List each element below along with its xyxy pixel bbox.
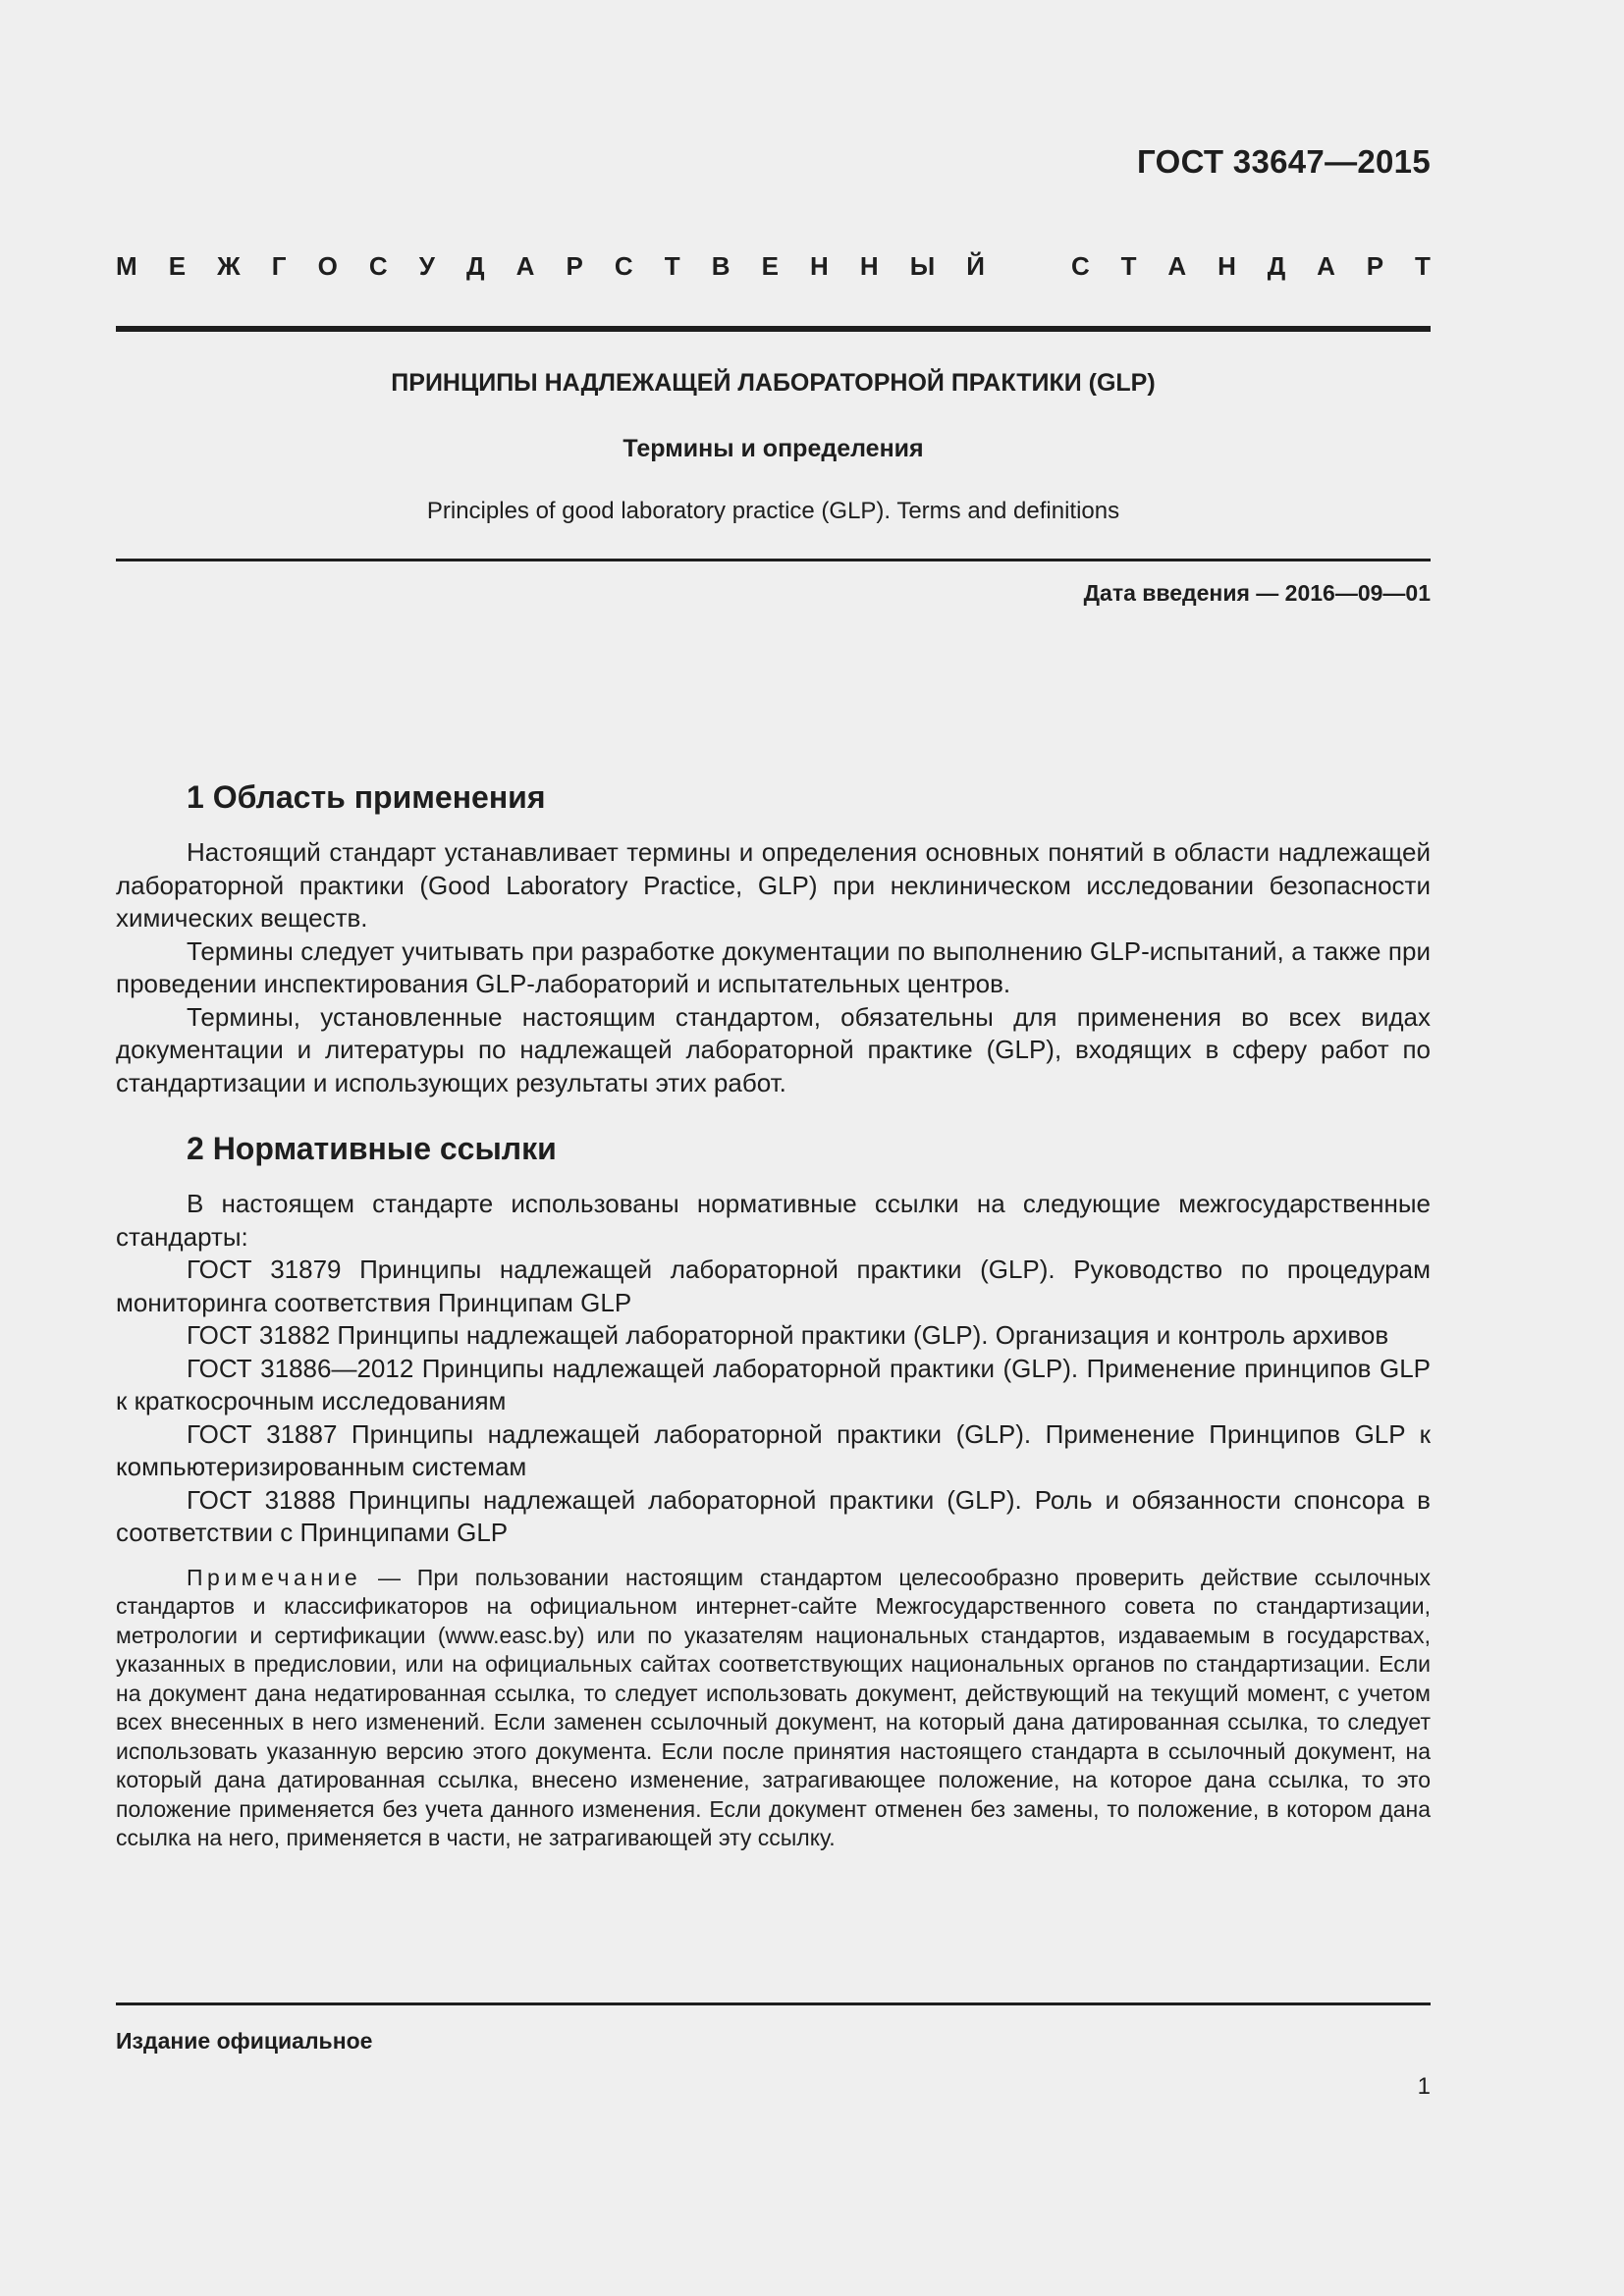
standard-type-letter: О [317,251,338,281]
note [116,1564,1431,1853]
reference-item: ГОСТ 31882 Принципы надлежащей лабораторной практики (GLP). Организация и контроль архивов [187,1320,1389,1350]
standard-type-letter: Р [1366,251,1384,281]
section-1-heading: 1 Область применения [187,779,546,815]
section-1-paragraph: Настоящий стандарт устанавливает термины и определения основных понятий в области надлежащей лабораторной практики (Good Laboratory Practice, GLP) при неклиническом исследовании безопасности химических веществ. [116,837,1431,933]
standard-type-letter: Н [1218,251,1236,281]
standard-type-letter: В [711,251,731,281]
standard-type-letter: А [515,251,535,281]
standard-type-letter: Д [1267,251,1286,281]
standard-type-letter: Т [664,251,680,281]
gost-code: ГОСТ 33647—2015 [1137,143,1431,180]
standard-type-letter: Е [761,251,779,281]
standard-type-letter: Н [810,251,829,281]
document-title-english: Principles of good laboratory practice (GLP). Terms and definitions [426,498,1120,524]
section-2-heading: 2 Нормативные ссылки [187,1131,557,1166]
standard-type-word-2 [1071,251,1431,282]
reference-item: ГОСТ 31879 Принципы надлежащей лабораторной практики (GLP). Руководство по процедурам мониторинга соответствия Принципам GLP [116,1255,1431,1317]
note-label: Примечание [187,1564,362,1590]
header-divider [116,326,1431,332]
standard-type-letter: У [418,251,435,281]
introduction-date: Дата введения — 2016—09—01 [1083,580,1431,606]
official-edition-label: Издание официальное [116,2028,373,2054]
standard-type-letter: Р [566,251,583,281]
document-title: ПРИНЦИПЫ НАДЛЕЖАЩЕЙ ЛАБОРАТОРНОЙ ПРАКТИКИ (GLP) [391,369,1156,397]
standard-type-letter: Т [1415,251,1431,281]
note-text: — При пользовании настоящим стандартом целесообразно проверить действие ссылочных стандартов и классификаторов на официальном интернет-сайте Межгосударственного совета по стандартизации, метрологии и сертификации (www.easc.by) или по указателям национальных стандартов, издаваемым в государствах, указанных в предисловии, или на официальных сайтах соответствующих национальных органов по стандартизации. Если на документ дана недатированная ссылка, то следует использовать документ, действующий на текущий момент, с учетом всех внесенных в него изменений. Если заменен ссылочный документ, на который дана датированная ссылка, то следует использовать указанную версию этого документа. Если после принятия настоящего стандарта в ссылочный документ, на который дана датированная ссылка, внесено изменение, затрагивающее положение, на которое дана ссылка, то это положение применяется без учета данного изменения. Если документ отменен без замены, то положение, в котором дана ссылка на него, применяется в части, не затрагивающей эту ссылку. [116,1564,1431,1850]
page-number: 1 [1417,2073,1431,2100]
document-subtitle: Термины и определения [623,435,924,462]
section-1-paragraph: Термины следует учитывать при разработке документации по выполнению GLP-испытаний, а также при проведении инспектирования GLP-лабораторий и испытательных центров. [116,935,1431,998]
standard-type-letter: С [368,251,388,281]
standard-type-letter: Д [466,251,485,281]
reference-item: ГОСТ 31888 Принципы надлежащей лабораторной практики (GLP). Роль и обязанности спонсора в соответствии с Принципами GLP [116,1484,1431,1547]
standard-type-letter: А [1167,251,1187,281]
title-divider [116,559,1431,561]
reference-item: ГОСТ 31886—2012 Принципы надлежащей лабораторной практики (GLP). Применение принципов GLP к краткосрочным исследованиям [116,1353,1431,1415]
standard-type-letter: М [116,251,137,281]
standard-type-letter: Ы [909,251,936,281]
reference-item: ГОСТ 31887 Принципы надлежащей лабораторной практики (GLP). Применение Принципов GLP к компьютеризированным системам [116,1418,1431,1481]
standard-type-letter: Г [271,251,287,281]
section-2-paragraph: В настоящем стандарте использованы нормативные ссылки на следующие межгосударственные стандарты: [116,1189,1431,1252]
standard-type-letter: Т [1120,251,1137,281]
standard-type-letter: А [1317,251,1335,281]
standard-type-letter: С [1071,251,1090,281]
standard-type-letter: Й [966,251,985,281]
standard-type-letter: Е [168,251,187,281]
section-1-paragraph: Термины, установленные настоящим стандартом, обязательны для применения во всех видах документации и литературы по надлежащей лабораторной практике (GLP), входящих в сферу работ по стандартизации и использующих результаты этих работ. [116,1001,1431,1097]
standard-type [116,251,1431,282]
document-page [116,0,1431,2296]
standard-type-word-1 [116,251,985,282]
footer-divider [116,2002,1431,2005]
standard-type-letter: С [614,251,633,281]
standard-type-letter: Ж [217,251,241,281]
document-body [116,775,1431,1853]
standard-type-letter: Н [859,251,879,281]
